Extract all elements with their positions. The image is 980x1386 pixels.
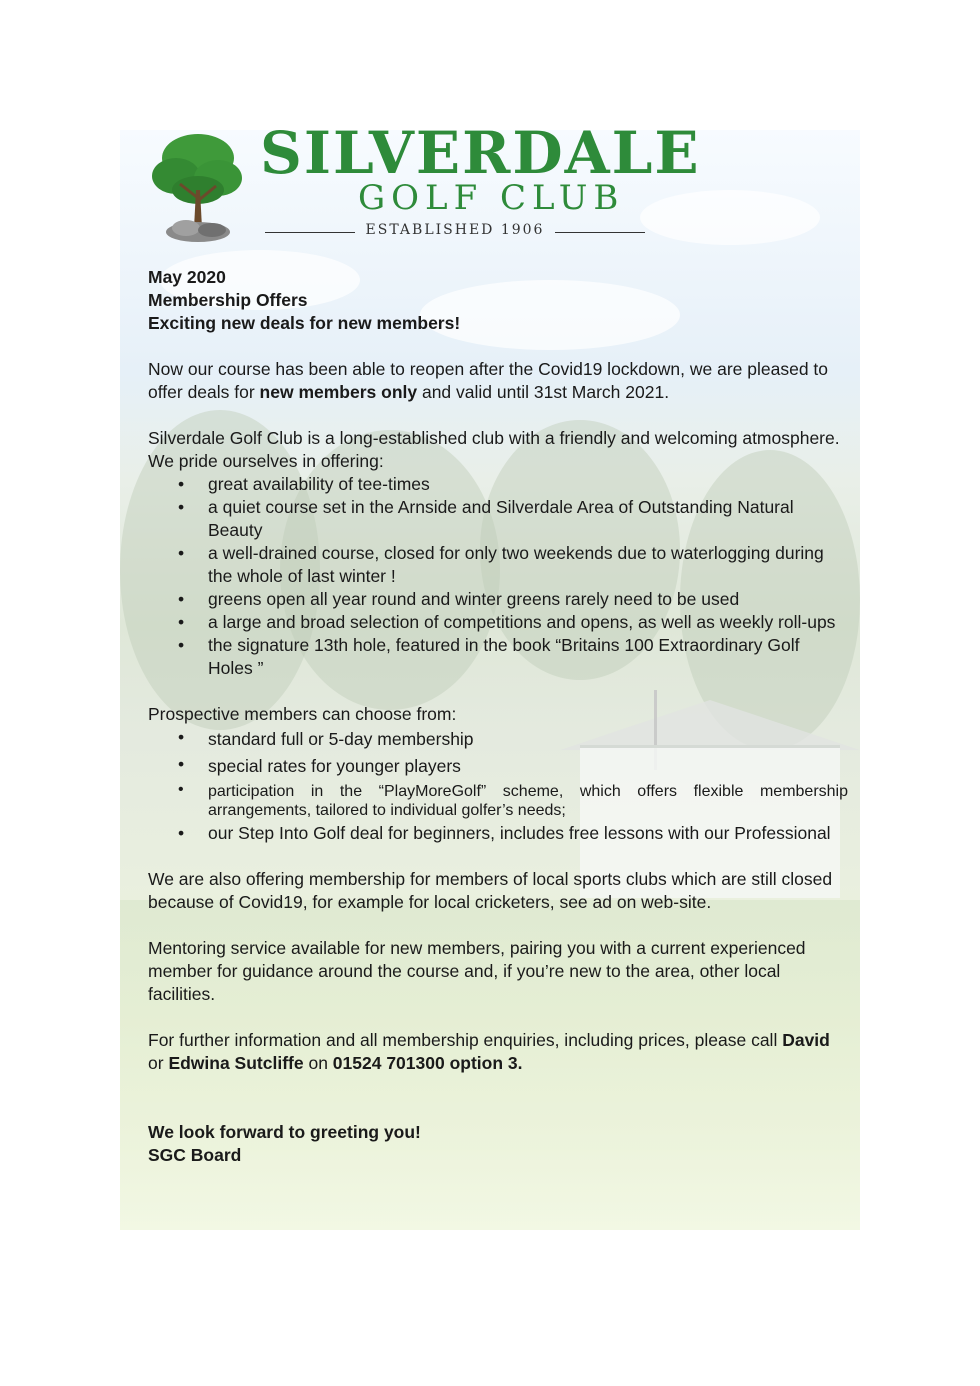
- logo-established-row: [265, 222, 645, 242]
- options-paragraph: Prospective members can choose from:: [148, 704, 457, 724]
- list-item: • a well-drained course, closed for only two weekends due to waterlogging during the whole of last winter !: [148, 542, 848, 588]
- list-item: • a large and broad selection of competitions and opens, as well as weekly roll-ups: [148, 611, 848, 634]
- list-item: • the signature 13th hole, featured in the book “Britains 100 Extraordinary Golf Holes ”: [148, 634, 848, 680]
- closing-signature: SGC Board: [148, 1145, 242, 1165]
- list-item: • special rates for younger players: [148, 753, 848, 780]
- contact-name-2: Edwina Sutcliffe: [168, 1053, 304, 1073]
- contact-phone: 01524 701300 option 3.: [332, 1053, 523, 1073]
- contact-paragraph: For further information and all membership enquiries, including prices, please call David or Edwina Sutcliffe on 01524 701300 option 3.: [148, 1030, 830, 1073]
- logo-established: ESTABLISHED 1906: [365, 222, 545, 238]
- letter-body: [148, 266, 848, 1167]
- mentoring-paragraph: Mentoring service available for new members, pairing you with a current experienced member for guidance around the course and, if you’re new to the area, other local facilities.: [148, 938, 806, 1004]
- divider: [555, 232, 645, 233]
- contact-name-1: David: [782, 1030, 830, 1050]
- intro-emphasis: new members only: [259, 382, 418, 402]
- divider: [265, 232, 355, 233]
- tree-icon: [150, 128, 245, 243]
- letter-tagline: Exciting new deals for new members!: [148, 313, 461, 333]
- closing-greeting: We look forward to greeting you!: [148, 1122, 421, 1142]
- logo-subtitle: GOLF CLUB: [358, 178, 625, 218]
- list-item: • standard full or 5-day membership: [148, 726, 848, 753]
- about-paragraph: Silverdale Golf Club is a long-established club with a friendly and welcoming atmosphere. We pride ourselves in offering:: [148, 428, 840, 471]
- benefits-list: [148, 473, 848, 680]
- club-logo: [150, 118, 701, 248]
- letter-title: Membership Offers: [148, 290, 308, 310]
- options-list: [148, 726, 848, 845]
- list-item: • greens open all year round and winter greens rarely need to be used: [148, 588, 848, 611]
- letter-date: May 2020: [148, 267, 226, 287]
- list-item: • great availability of tee-times: [148, 473, 848, 496]
- logo-title: SILVERDALE: [260, 119, 701, 187]
- list-item: • our Step Into Golf deal for beginners, includes free lessons with our Professional: [148, 822, 848, 845]
- list-item: • a quiet course set in the Arnside and Silverdale Area of Outstanding Natural Beauty: [148, 496, 848, 542]
- list-item: • participation in the “PlayMoreGolf” scheme, which offers flexible membership arrangements, tailored to individual golfer’s needs;: [148, 780, 848, 822]
- intro-paragraph: Now our course has been able to reopen after the Covid19 lockdown, we are pleased to offer deals for new members only and valid until 31st March 2021.: [148, 359, 829, 402]
- local-clubs-paragraph: We are also offering membership for members of local sports clubs which are still closed because of Covid19, for example for local cricketers, see ad on web-site.: [148, 869, 833, 912]
